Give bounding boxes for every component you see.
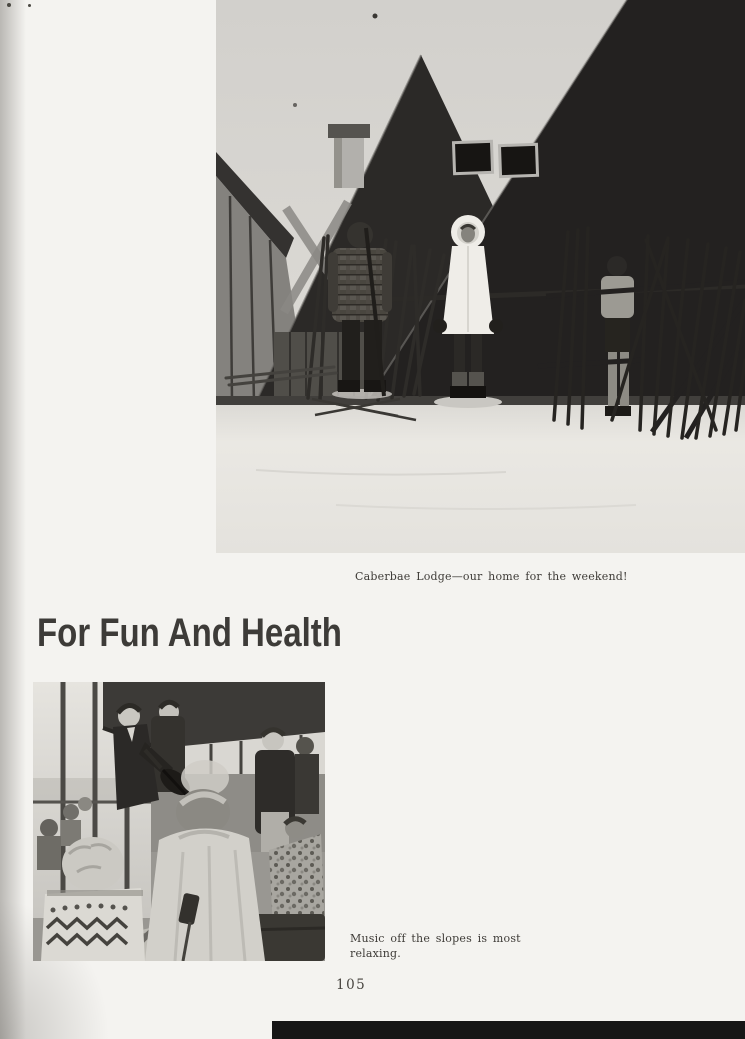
- dust-speck: [373, 14, 378, 19]
- photo-music-lounge: [33, 682, 325, 961]
- caption-line: Music off the slopes is most: [350, 932, 521, 945]
- photo-caption-music: [350, 932, 521, 961]
- caption-line: relaxing.: [350, 946, 401, 960]
- chimney: [328, 124, 370, 188]
- dust-speck: [7, 3, 11, 7]
- snow-ground: [216, 405, 745, 553]
- page-number: 105: [336, 977, 367, 993]
- dust-speck: [293, 103, 297, 107]
- scan-left-edge-shadow: [0, 0, 26, 1039]
- scan-artifact-bar: [272, 1021, 745, 1039]
- photo-ski-lodge: [216, 0, 745, 553]
- dust-speck: [28, 4, 31, 7]
- photo-caption-lodge: Caberbae Lodge—our home for the weekend!: [355, 570, 628, 583]
- section-heading: For Fun And Health: [37, 609, 342, 655]
